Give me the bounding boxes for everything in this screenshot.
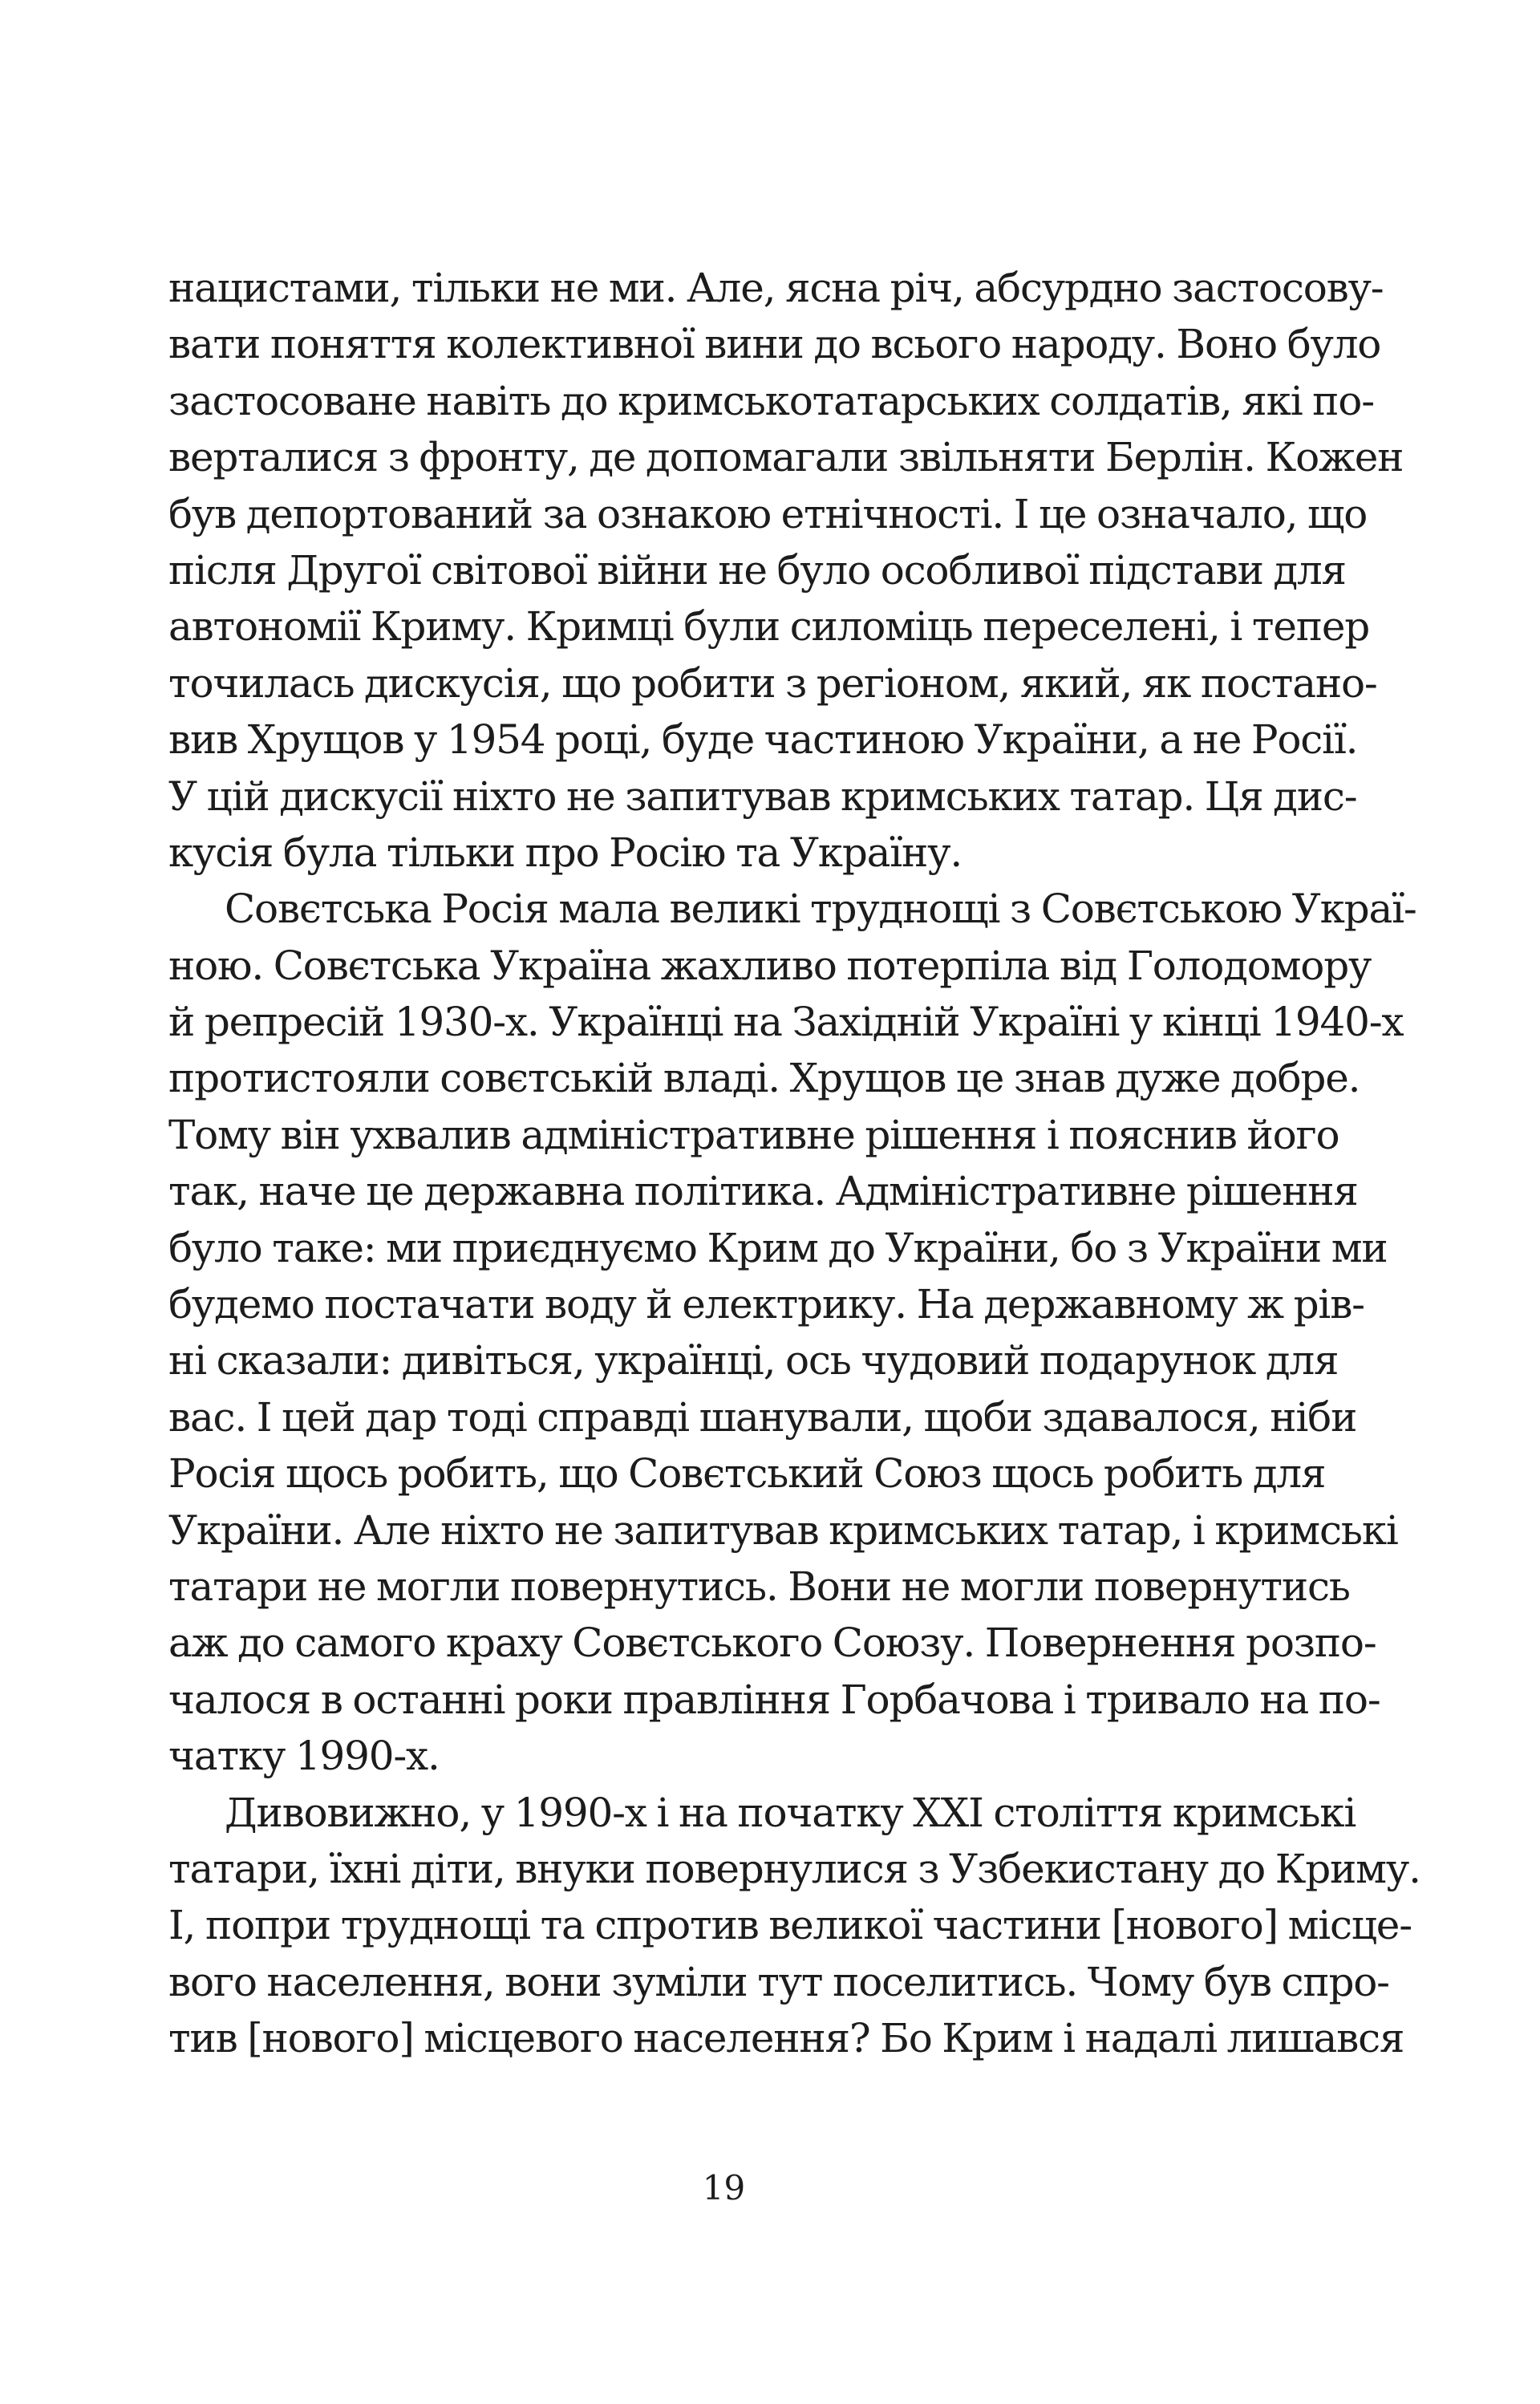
body-text [168, 260, 1420, 2067]
text-line: вив Хрущов у 1954 році, буде частиною України, а не Росії. [168, 716, 1358, 764]
text-line: ні сказали: дивіться, українці, ось чудовий подарунок для [168, 1337, 1339, 1384]
text-line: був депортований за ознакою етнічності. І це означало, що [168, 490, 1368, 537]
text-line: так, наче це державна політика. Адміністративне рішення [168, 1168, 1358, 1215]
page-number: 19 [702, 2168, 746, 2207]
text-line: автономії Криму. Кримці були силоміць переселені, і тепер [168, 603, 1370, 651]
text-line: кусія була тільки про Росію та Україну. [168, 829, 962, 876]
text-line: І, попри труднощі та спротив великої частини [нового] місце- [168, 1902, 1412, 1949]
text-line: вас. І цей дар тоді справді шанували, щоби здавалося, ніби [168, 1393, 1357, 1441]
text-line: тив [нового] місцевого населення? Бо Крим і надалі лишався [168, 2015, 1404, 2062]
text-line: Росія щось робить, що Совєтський Союз щось робить для [168, 1450, 1326, 1498]
text-line: точилась дискусія, що робити з регіоном, який, як постано- [168, 659, 1377, 707]
text-line: Дивовижно, у 1990-х і на початку XXI століття кримські [225, 1789, 1356, 1836]
text-line: чалося в останні роки правління Горбачова і тривало на по- [168, 1676, 1380, 1723]
paragraph-3 [168, 1785, 1420, 2067]
text-line: Совєтська Росія мала великі труднощі з Совєтською Украї- [225, 886, 1416, 933]
text-line: У цій дискусії ніхто не запитував кримських татар. Ця дис- [168, 772, 1357, 820]
text-line: аж до самого краху Совєтського Союзу. Повернення розпо- [168, 1620, 1376, 1667]
text-line: Тому він ухвалив адміністративне рішення і пояснив його [168, 1111, 1339, 1158]
text-line: татари не могли повернутись. Вони не могли повернутись [168, 1563, 1350, 1610]
text-line: після Другої світової війни не було особливої підстави для [168, 546, 1346, 594]
text-line: було таке: ми приєднуємо Крим до України, бо з України ми [168, 1224, 1388, 1271]
text-line: татари, їхні діти, внуки повернулися з Узбекистану до Криму. [168, 1845, 1420, 1892]
text-line: й репресій 1930-х. Українці на Західній Україні у кінці 1940-х [168, 999, 1404, 1046]
text-line: будемо постачати воду й електрику. На державному ж рів- [168, 1281, 1364, 1328]
text-line: вого населення, вони зуміли тут поселитись. Чому був спро- [168, 1958, 1389, 2005]
paragraph-1 [168, 260, 1404, 881]
text-line: застосоване навіть до кримськотатарських солдатів, які по- [168, 377, 1374, 424]
text-line: України. Але ніхто не запитував кримських татар, і кримські [168, 1506, 1398, 1554]
text-line: вати поняття колективної вини до всього народу. Воно було [168, 321, 1381, 368]
text-line: ною. Совєтська Україна жахливо потерпіла від Голодомору [168, 942, 1372, 989]
text-line: протистояли совєтській владі. Хрущов це знав дуже добре. [168, 1055, 1360, 1102]
text-line: чатку 1990-х. [168, 1733, 440, 1780]
text-line: нацистами, тільки не ми. Але, ясна річ, абсурдно застосову- [168, 265, 1384, 311]
paragraph-2 [168, 881, 1416, 1784]
text-line: верталися з фронту, де допомагали звільняти Берлін. Кожен [168, 434, 1404, 481]
